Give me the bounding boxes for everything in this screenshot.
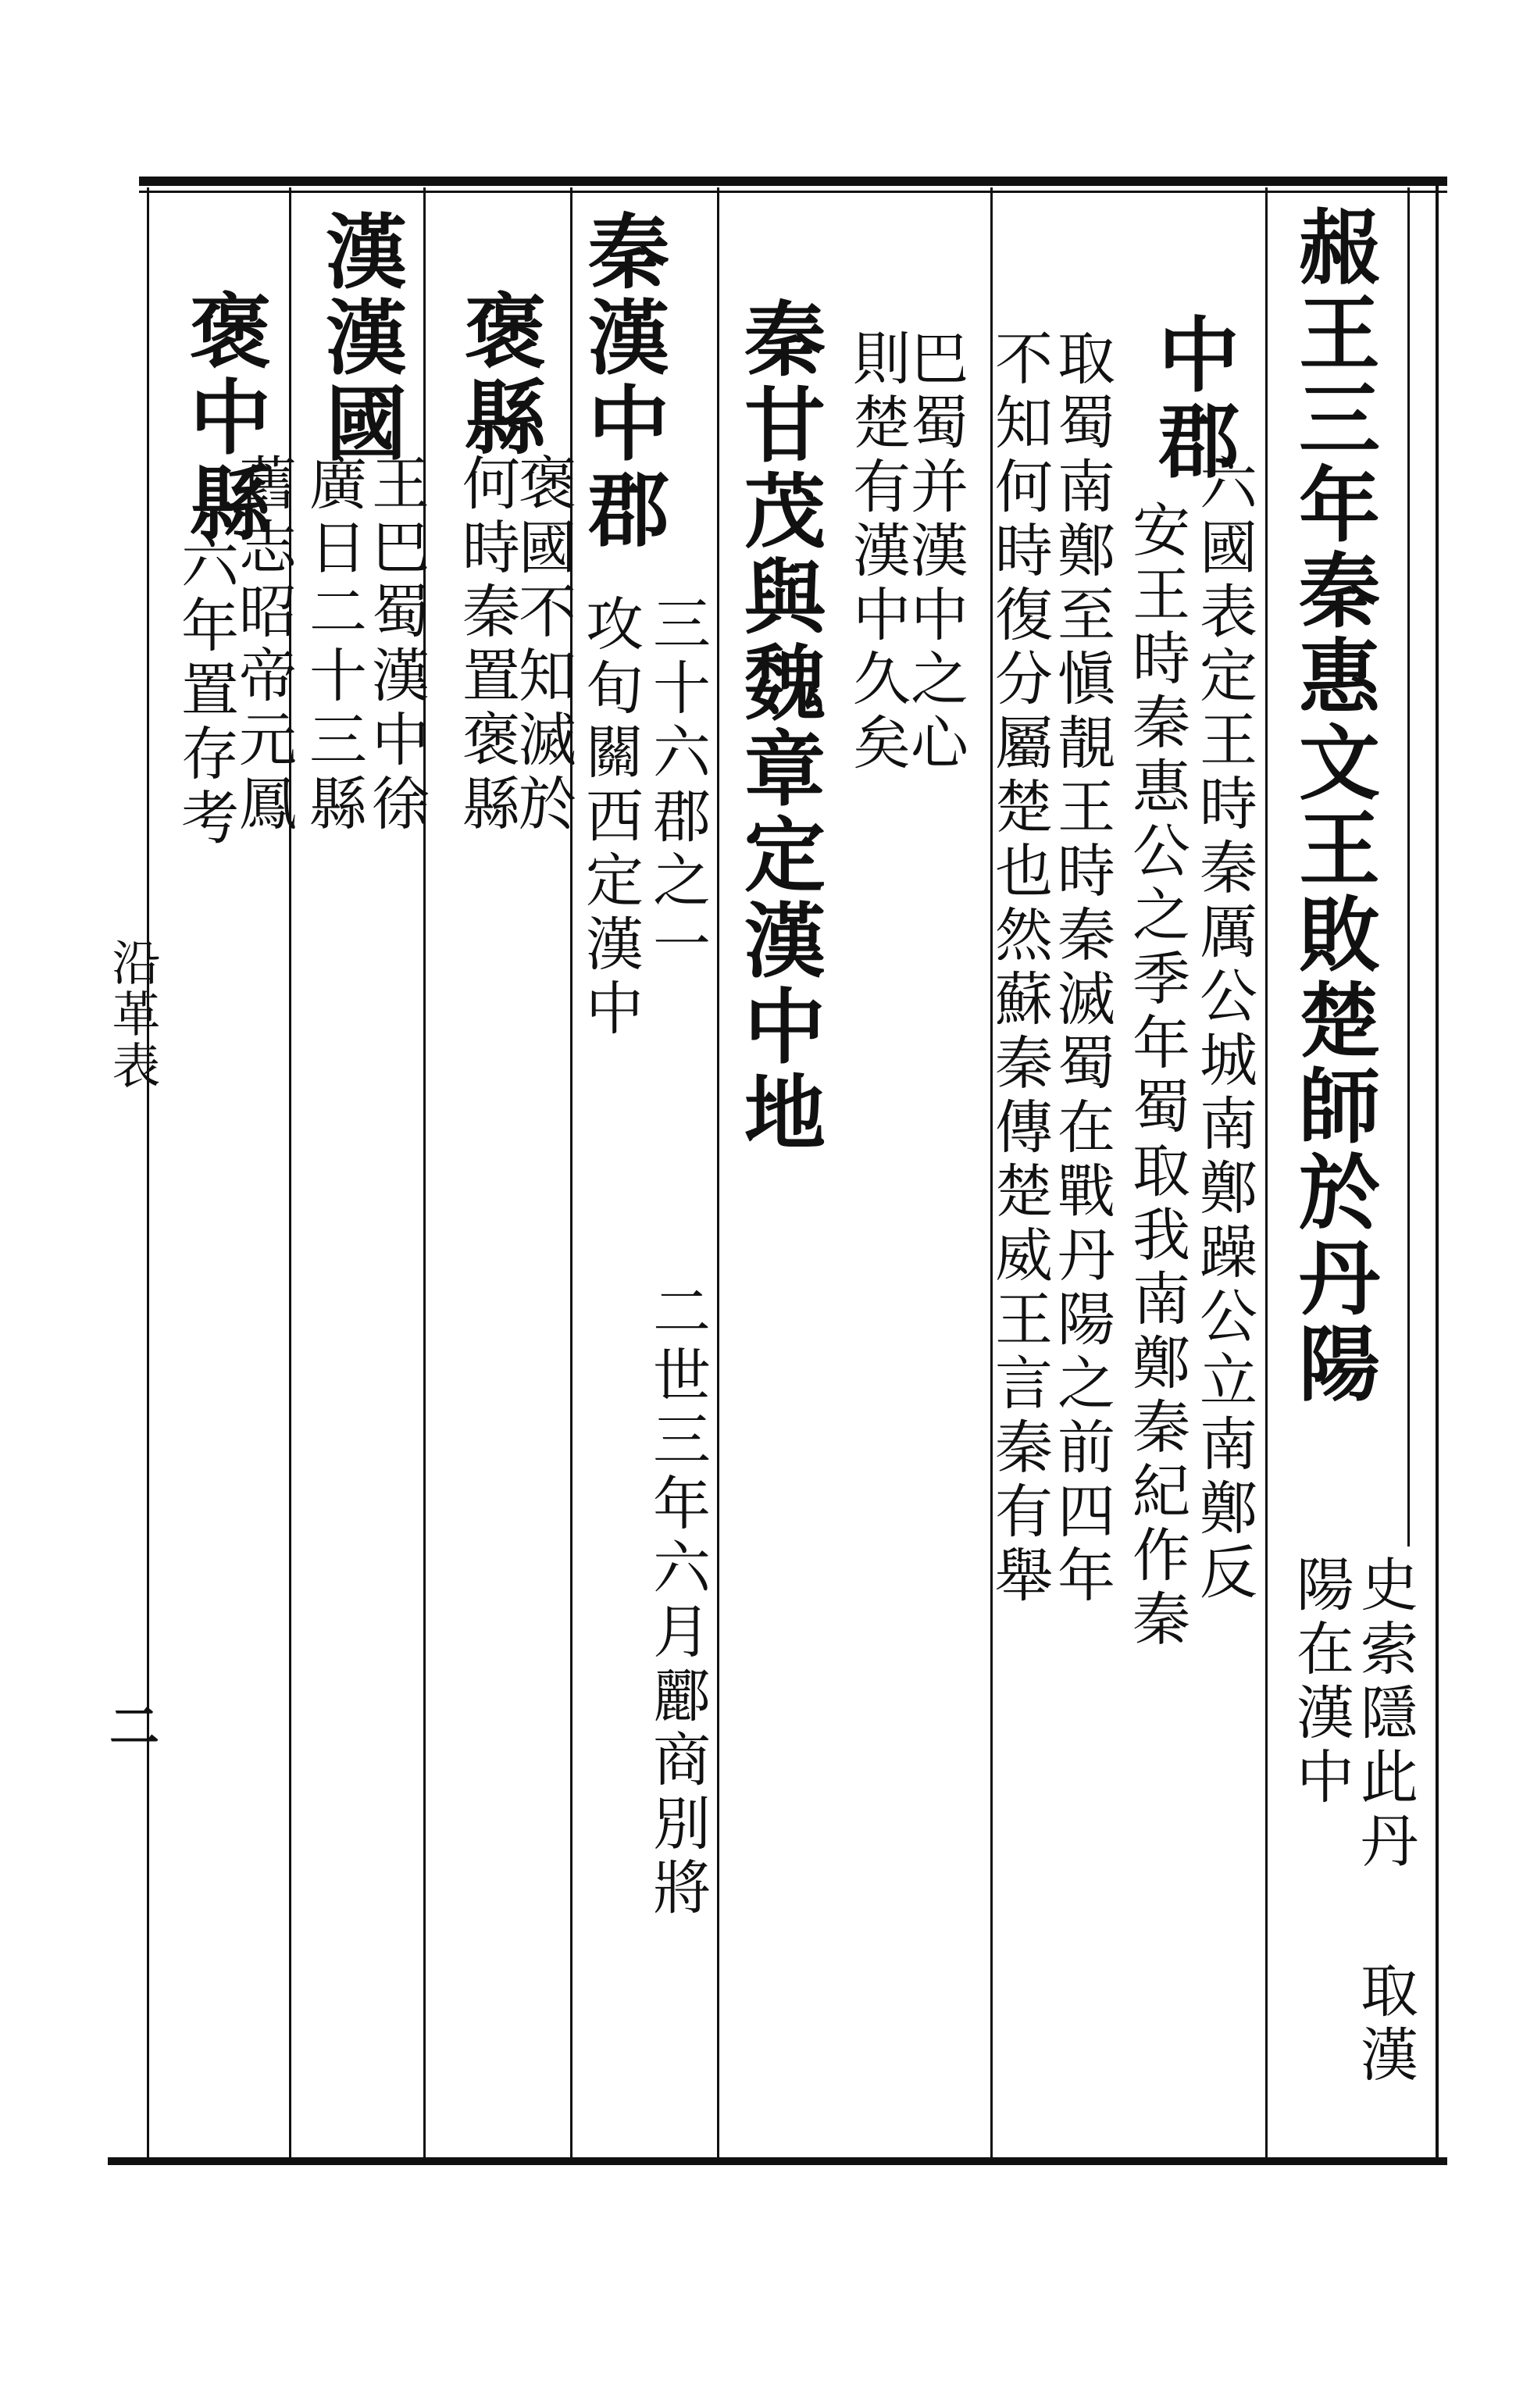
heading-column: 褒中縣 xyxy=(176,289,272,547)
annotation-column: 取蜀南鄭至愼靚王時秦滅蜀在戰丹陽之前四年 xyxy=(1048,328,1115,1609)
right-border xyxy=(1436,177,1439,2165)
annotation-column: 史索隱此丹 xyxy=(1351,1554,1418,1875)
annotation-column: 六年置存考 xyxy=(172,531,239,851)
page-number: 二 xyxy=(109,1698,159,1757)
heading-column: 秦漢中郡 xyxy=(574,209,670,553)
annotation-column: 則楚有漢中久矣 xyxy=(844,328,911,776)
annotation-column: 王巴蜀漢中徐 xyxy=(362,453,430,837)
heading-column: 秦甘茂與魏章定漢中地 xyxy=(730,297,826,1156)
heading-column: 褒縣 xyxy=(451,289,547,461)
annotation-column: 三十六郡之一 xyxy=(644,594,711,978)
annotation-column: 巴蜀并漢中之心 xyxy=(901,328,968,776)
heading-column: 赧王三年秦惠文王敗楚師於丹陽 xyxy=(1285,205,1381,1407)
column-divider xyxy=(1265,187,1268,2160)
annotation-column: 陽在漢中 xyxy=(1287,1554,1354,1810)
annotation-column: 取漢 xyxy=(1351,1960,1418,2089)
annotation-column: 何時秦置褒縣 xyxy=(453,453,520,837)
annotation-column: 二世三年六月酈商別將 xyxy=(644,1281,711,1921)
annotation-column: 舊志昭帝元鳳 xyxy=(230,453,297,837)
chapter-label: 沿革表 xyxy=(104,937,161,1092)
annotation-column: 廣日二十三縣 xyxy=(300,453,367,837)
annotation-column: 褒國不知滅於 xyxy=(509,453,576,837)
annotation-column: 不知何時復分屬楚也然蘇秦傳楚威王言秦有舉 xyxy=(986,328,1053,1609)
column-divider xyxy=(717,187,719,2160)
heading-column: 中郡 xyxy=(1144,312,1240,484)
margin-column-rule xyxy=(147,187,149,2164)
bottom-border xyxy=(108,2157,1447,2165)
annotation-column: 安王時秦惠公之季年蜀取我南鄭秦紀作秦 xyxy=(1123,500,1190,1653)
column-divider xyxy=(1407,187,1410,1546)
heading-column: 漢漢國 xyxy=(312,209,408,467)
top-border xyxy=(139,177,1447,186)
top-border-inner xyxy=(139,191,1447,193)
annotation-column: 攻旬關西定漢中 xyxy=(576,594,644,1042)
annotation-column: 六國表定王時秦厲公城南鄭躁公立南鄭反 xyxy=(1190,453,1257,1606)
